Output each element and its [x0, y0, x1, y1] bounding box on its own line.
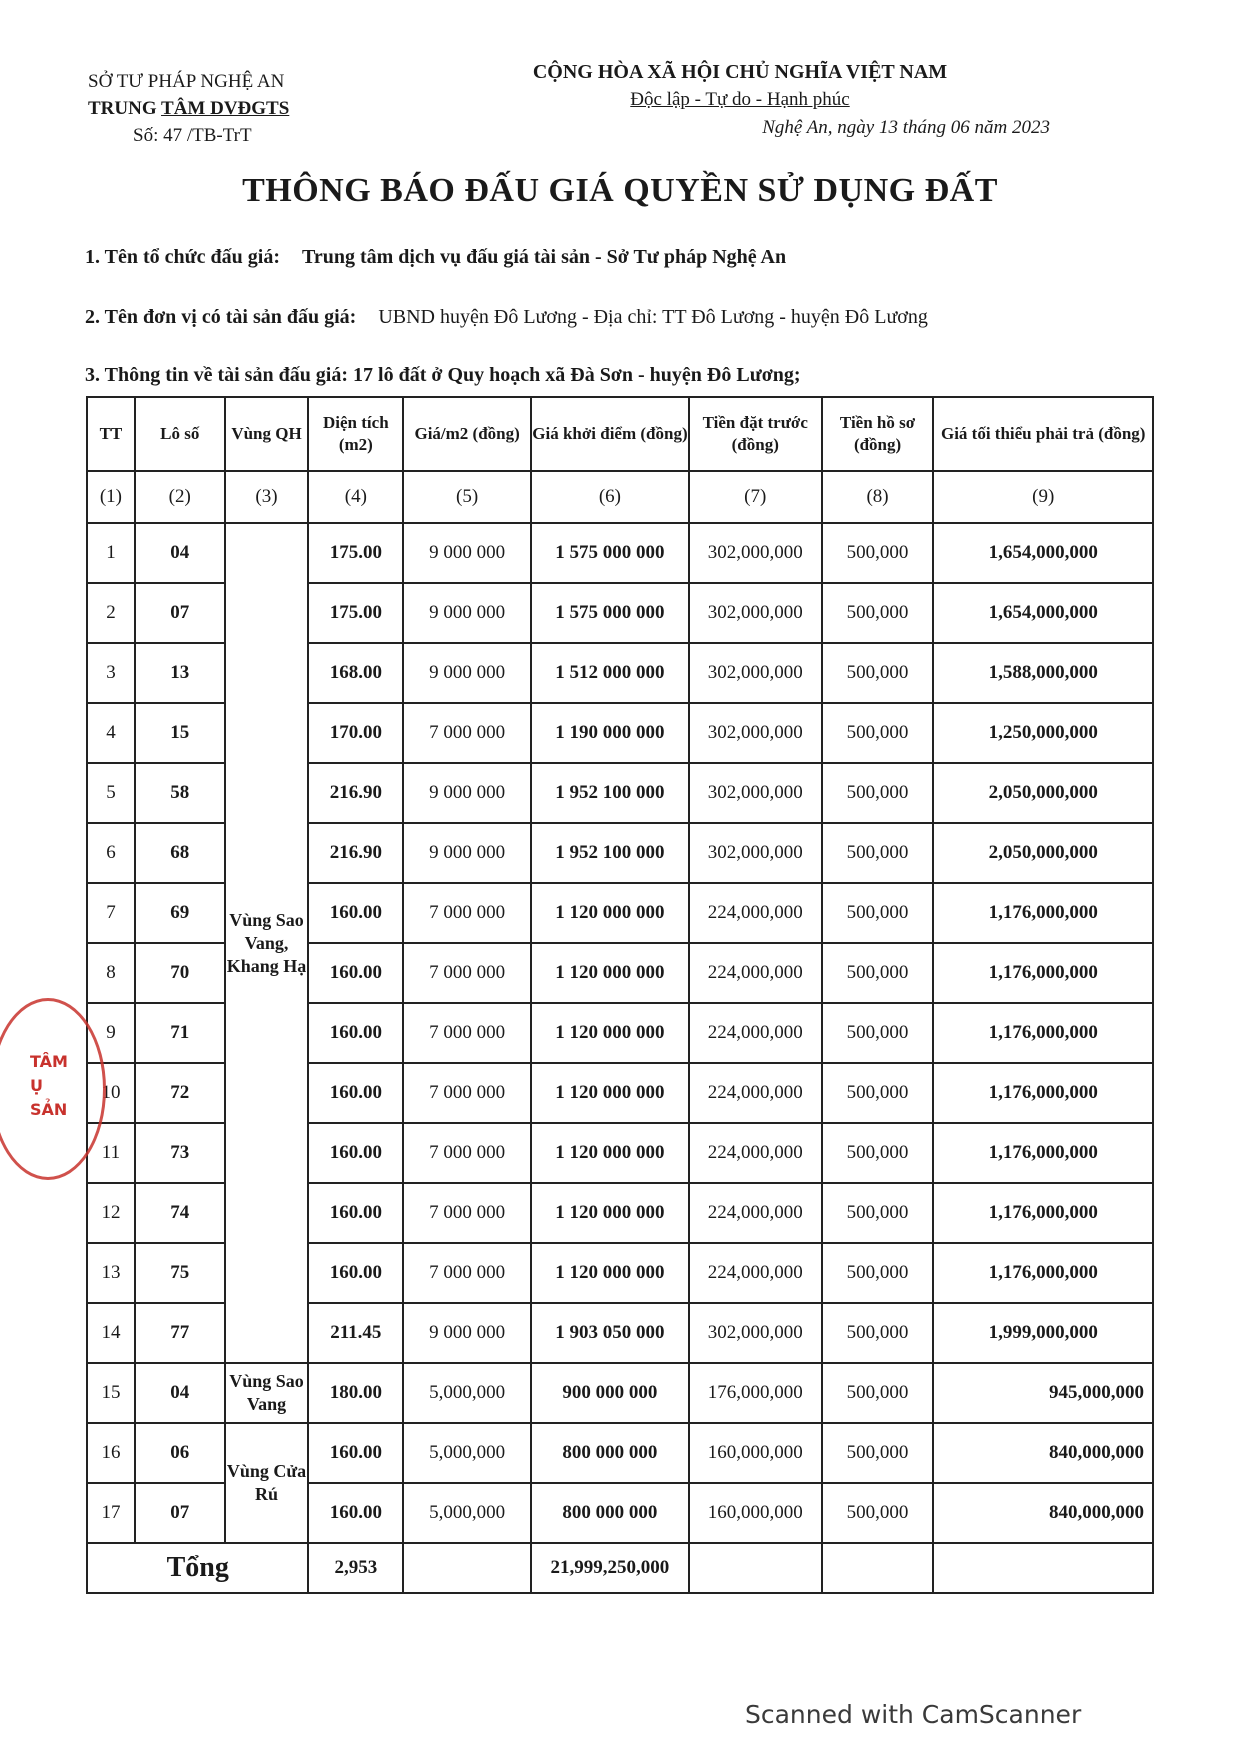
cell-file-fee: 500,000	[822, 643, 934, 703]
cell-starting-price: 1 512 000 000	[531, 643, 689, 703]
cell-minimum-price: 1,176,000,000	[933, 1123, 1153, 1183]
cell-deposit: 302,000,000	[689, 583, 822, 643]
issuing-organization-header	[88, 68, 289, 149]
cell-tt: 9	[87, 1003, 135, 1063]
col-header-area: Diện tích (m2)	[308, 397, 403, 471]
cell-starting-price: 1 952 100 000	[531, 763, 689, 823]
national-header	[500, 58, 1050, 142]
cell-price-per-m2: 7 000 000	[403, 883, 531, 943]
document-title: THÔNG BÁO ĐẤU GIÁ QUYỀN SỬ DỤNG ĐẤT	[242, 172, 998, 209]
nation-name: CỘNG HÒA XÃ HỘI CHỦ NGHĨA VIỆT NAM	[532, 61, 948, 83]
cell-minimum-price: 1,176,000,000	[933, 1183, 1153, 1243]
org-line-2	[88, 95, 289, 122]
cell-starting-price: 1 575 000 000	[531, 583, 689, 643]
cell-minimum-price: 1,176,000,000	[933, 1243, 1153, 1303]
cell-area: 170.00	[308, 703, 403, 763]
cell-area: 160.00	[308, 1123, 403, 1183]
cell-zone: Vùng Sao Vang	[225, 1363, 309, 1423]
cell-price-per-m2: 9 000 000	[403, 523, 531, 583]
cell-price-per-m2: 7 000 000	[403, 1243, 531, 1303]
empty-cell	[403, 1543, 531, 1593]
cell-lot-number: 68	[135, 823, 225, 883]
cell-file-fee: 500,000	[822, 1303, 934, 1363]
total-label: Tổng	[87, 1543, 308, 1593]
info-item-1-label: 1. Tên tổ chức đấu giá:	[85, 246, 280, 268]
cell-lot-number: 15	[135, 703, 225, 763]
cell-minimum-price: 1,654,000,000	[933, 583, 1153, 643]
stamp-text-line: TÂM	[30, 1052, 68, 1071]
cell-deposit: 224,000,000	[689, 1003, 822, 1063]
col-header-starting-price: Giá khởi điểm (đồng)	[531, 397, 689, 471]
info-item-3	[85, 364, 801, 387]
empty-cell	[822, 1543, 934, 1593]
cell-lot-number: 07	[135, 583, 225, 643]
col-number: (4)	[308, 471, 403, 523]
cell-lot-number: 74	[135, 1183, 225, 1243]
col-header-file-fee: Tiền hồ sơ (đồng)	[822, 397, 934, 471]
cell-lot-number: 06	[135, 1423, 225, 1483]
cell-file-fee: 500,000	[822, 1363, 934, 1423]
cell-lot-number: 04	[135, 523, 225, 583]
cell-price-per-m2: 7 000 000	[403, 1003, 531, 1063]
cell-lot-number: 13	[135, 643, 225, 703]
org-line-2b: TÂM DVĐGTS	[161, 98, 290, 119]
cell-minimum-price: 1,588,000,000	[933, 643, 1153, 703]
cell-tt: 17	[87, 1483, 135, 1543]
col-header-tt: TT	[87, 397, 135, 471]
cell-starting-price: 1 120 000 000	[531, 1003, 689, 1063]
cell-tt: 3	[87, 643, 135, 703]
info-item-3-text: 3. Thông tin về tài sản đấu giá: 17 lô đất ở Quy hoạch xã Đà Sơn - huyện Đô Lương;	[85, 364, 801, 386]
info-item-2	[85, 306, 928, 329]
cell-area: 160.00	[308, 1483, 403, 1543]
cell-deposit: 302,000,000	[689, 823, 822, 883]
cell-starting-price: 1 120 000 000	[531, 1063, 689, 1123]
cell-file-fee: 500,000	[822, 1423, 934, 1483]
org-line-2a: TRUNG	[88, 98, 162, 119]
cell-deposit: 302,000,000	[689, 643, 822, 703]
col-number: (9)	[933, 471, 1153, 523]
cell-tt: 1	[87, 523, 135, 583]
cell-deposit: 302,000,000	[689, 1303, 822, 1363]
cell-starting-price: 1 120 000 000	[531, 1123, 689, 1183]
cell-minimum-price: 1,176,000,000	[933, 1063, 1153, 1123]
cell-minimum-price: 1,176,000,000	[933, 943, 1153, 1003]
cell-price-per-m2: 7 000 000	[403, 1063, 531, 1123]
cell-price-per-m2: 9 000 000	[403, 1303, 531, 1363]
cell-area: 160.00	[308, 1003, 403, 1063]
stamp-text-line: SẢN	[30, 1100, 68, 1119]
col-number: (2)	[135, 471, 225, 523]
cell-file-fee: 500,000	[822, 1183, 934, 1243]
cell-tt: 14	[87, 1303, 135, 1363]
document-number: Số: 47 /TB-TrT	[133, 125, 252, 146]
cell-area: 160.00	[308, 943, 403, 1003]
document-date: Nghệ An, ngày 13 tháng 06 năm 2023	[762, 117, 1050, 138]
cell-file-fee: 500,000	[822, 1003, 934, 1063]
cell-area: 160.00	[308, 1423, 403, 1483]
cell-lot-number: 77	[135, 1303, 225, 1363]
land-auction-table	[86, 396, 1154, 1594]
cell-deposit: 302,000,000	[689, 523, 822, 583]
total-row	[87, 1543, 1153, 1593]
cell-starting-price: 1 120 000 000	[531, 1243, 689, 1303]
info-item-1-value: Trung tâm dịch vụ đấu giá tài sản - Sở Tư pháp Nghệ An	[301, 246, 787, 268]
cell-price-per-m2: 9 000 000	[403, 583, 531, 643]
stamp-text-line: Ụ	[30, 1076, 43, 1095]
col-header-lot: Lô số	[135, 397, 225, 471]
cell-price-per-m2: 7 000 000	[403, 943, 531, 1003]
cell-minimum-price: 2,050,000,000	[933, 763, 1153, 823]
cell-minimum-price: 1,999,000,000	[933, 1303, 1153, 1363]
cell-file-fee: 500,000	[822, 583, 934, 643]
cell-lot-number: 69	[135, 883, 225, 943]
cell-minimum-price: 840,000,000	[933, 1483, 1153, 1543]
info-item-2-value: UBND huyện Đô Lương - Địa chỉ: TT Đô Lương - huyện Đô Lương	[378, 306, 928, 328]
cell-starting-price: 1 120 000 000	[531, 883, 689, 943]
cell-tt: 2	[87, 583, 135, 643]
cell-tt: 6	[87, 823, 135, 883]
cell-minimum-price: 840,000,000	[933, 1423, 1153, 1483]
cell-area: 160.00	[308, 1183, 403, 1243]
cell-area: 160.00	[308, 1063, 403, 1123]
cell-minimum-price: 1,176,000,000	[933, 883, 1153, 943]
cell-price-per-m2: 7 000 000	[403, 703, 531, 763]
cell-tt: 16	[87, 1423, 135, 1483]
cell-starting-price: 1 120 000 000	[531, 943, 689, 1003]
cell-starting-price: 1 575 000 000	[531, 523, 689, 583]
cell-price-per-m2: 5,000,000	[403, 1423, 531, 1483]
cell-minimum-price: 2,050,000,000	[933, 823, 1153, 883]
table-header-row	[87, 397, 1153, 471]
cell-minimum-price: 1,250,000,000	[933, 703, 1153, 763]
info-item-2-label: 2. Tên đơn vị có tài sản đấu giá:	[85, 306, 357, 328]
cell-lot-number: 75	[135, 1243, 225, 1303]
cell-deposit: 224,000,000	[689, 1063, 822, 1123]
cell-area: 175.00	[308, 583, 403, 643]
cell-file-fee: 500,000	[822, 1063, 934, 1123]
cell-area: 216.90	[308, 763, 403, 823]
col-number: (8)	[822, 471, 934, 523]
cell-area: 175.00	[308, 523, 403, 583]
col-number: (1)	[87, 471, 135, 523]
cell-area: 211.45	[308, 1303, 403, 1363]
cell-price-per-m2: 9 000 000	[403, 823, 531, 883]
cell-area: 216.90	[308, 823, 403, 883]
col-number: (7)	[689, 471, 822, 523]
cell-lot-number: 04	[135, 1363, 225, 1423]
cell-file-fee: 500,000	[822, 763, 934, 823]
cell-tt: 5	[87, 763, 135, 823]
cell-price-per-m2: 5,000,000	[403, 1483, 531, 1543]
table-row	[87, 1423, 1153, 1483]
cell-tt: 7	[87, 883, 135, 943]
col-header-zone: Vùng QH	[225, 397, 309, 471]
cell-starting-price: 800 000 000	[531, 1483, 689, 1543]
cell-deposit: 302,000,000	[689, 763, 822, 823]
col-header-minimum-price: Giá tối thiểu phải trả (đồng)	[933, 397, 1153, 471]
empty-cell	[933, 1543, 1153, 1593]
cell-price-per-m2: 9 000 000	[403, 643, 531, 703]
cell-starting-price: 900 000 000	[531, 1363, 689, 1423]
cell-file-fee: 500,000	[822, 1123, 934, 1183]
cell-area: 160.00	[308, 1243, 403, 1303]
cell-file-fee: 500,000	[822, 523, 934, 583]
table-row	[87, 523, 1153, 583]
cell-file-fee: 500,000	[822, 883, 934, 943]
cell-deposit: 224,000,000	[689, 1123, 822, 1183]
col-header-price-per-m2: Giá/m2 (đồng)	[403, 397, 531, 471]
cell-file-fee: 500,000	[822, 1243, 934, 1303]
cell-starting-price: 1 903 050 000	[531, 1303, 689, 1363]
cell-lot-number: 73	[135, 1123, 225, 1183]
cell-starting-price: 1 952 100 000	[531, 823, 689, 883]
cell-tt: 15	[87, 1363, 135, 1423]
empty-cell	[689, 1543, 822, 1593]
cell-starting-price: 1 190 000 000	[531, 703, 689, 763]
col-number: (5)	[403, 471, 531, 523]
table-row	[87, 1363, 1153, 1423]
col-header-deposit: Tiền đặt trước (đồng)	[689, 397, 822, 471]
cell-area: 160.00	[308, 883, 403, 943]
col-number: (6)	[531, 471, 689, 523]
org-line-1: SỞ TƯ PHÁP NGHỆ AN	[88, 71, 285, 92]
column-number-row	[87, 471, 1153, 523]
cell-file-fee: 500,000	[822, 943, 934, 1003]
cell-zone: Vùng Sao Vang, Khang Hạ	[225, 523, 309, 1363]
cell-lot-number: 72	[135, 1063, 225, 1123]
cell-starting-price: 800 000 000	[531, 1423, 689, 1483]
cell-price-per-m2: 5,000,000	[403, 1363, 531, 1423]
info-item-1	[85, 246, 786, 269]
cell-tt: 8	[87, 943, 135, 1003]
cell-starting-price: 1 120 000 000	[531, 1183, 689, 1243]
cell-price-per-m2: 9 000 000	[403, 763, 531, 823]
cell-deposit: 176,000,000	[689, 1363, 822, 1423]
cell-minimum-price: 1,654,000,000	[933, 523, 1153, 583]
cell-area: 168.00	[308, 643, 403, 703]
cell-deposit: 160,000,000	[689, 1423, 822, 1483]
cell-price-per-m2: 7 000 000	[403, 1183, 531, 1243]
cell-lot-number: 58	[135, 763, 225, 823]
cell-file-fee: 500,000	[822, 703, 934, 763]
cell-deposit: 224,000,000	[689, 883, 822, 943]
total-starting-price: 21,999,250,000	[531, 1543, 689, 1593]
national-motto: Độc lập - Tự do - Hạnh phúc	[630, 89, 850, 110]
total-area: 2,953	[308, 1543, 403, 1593]
cell-minimum-price: 1,176,000,000	[933, 1003, 1153, 1063]
cell-lot-number: 71	[135, 1003, 225, 1063]
cell-deposit: 224,000,000	[689, 1243, 822, 1303]
cell-tt: 13	[87, 1243, 135, 1303]
stamp-text	[30, 1050, 68, 1122]
cell-area: 180.00	[308, 1363, 403, 1423]
cell-file-fee: 500,000	[822, 823, 934, 883]
cell-price-per-m2: 7 000 000	[403, 1123, 531, 1183]
cell-lot-number: 07	[135, 1483, 225, 1543]
scanner-watermark: Scanned with CamScanner	[745, 1700, 1082, 1729]
cell-tt: 12	[87, 1183, 135, 1243]
col-number: (3)	[225, 471, 309, 523]
cell-file-fee: 500,000	[822, 1483, 934, 1543]
cell-zone: Vùng Cửa Rú	[225, 1423, 309, 1543]
cell-tt: 11	[87, 1123, 135, 1183]
cell-tt: 10	[87, 1063, 135, 1123]
cell-lot-number: 70	[135, 943, 225, 1003]
cell-minimum-price: 945,000,000	[933, 1363, 1153, 1423]
cell-deposit: 160,000,000	[689, 1483, 822, 1543]
cell-tt: 4	[87, 703, 135, 763]
cell-deposit: 224,000,000	[689, 1183, 822, 1243]
cell-deposit: 302,000,000	[689, 703, 822, 763]
cell-deposit: 224,000,000	[689, 943, 822, 1003]
